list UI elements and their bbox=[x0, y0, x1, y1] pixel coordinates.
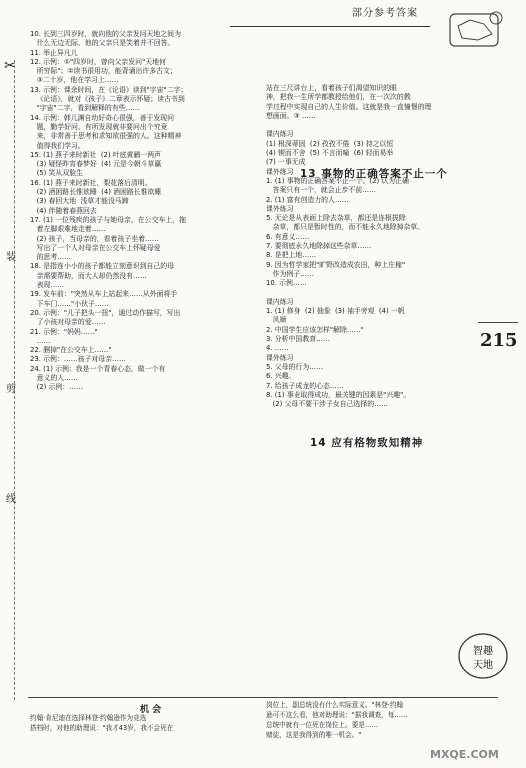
story-text-left: 约翰·肯尼迪在选择林登·约翰逊作为竞选 搭档时，对他的助理说："我才43岁，我不会死在 bbox=[30, 714, 174, 732]
answers-left-column: 10. 长到三四岁时，就向他的父亲发问天地之间为 什么无边无际，他的父亲只是笑着并不回答。 11. 举止异凡儿 12. 示例：①"四岁时，曾向父亲发问"天地何 所穷际"；②读书很用功，能背诵出许多古文； ③二十岁，他在学习上…… 13. 示例：课余时间，在《论语》读到"宇宙"二字； 《论语》，就对《孩子》二章表示怀疑；读古书到 "宇宙"二字，看到解释的有些…… 14. 示例：韩儿渊自幼好奇心很强，善于发现问 题，勤学好问，有所发现就非要问出个究竟 来，非常善于思考和求知欲很强的人。这种精神 值得我们学习。 15. (1) 燕子来时新社 (2) 叶底黄鹂一两声 (3) 疑怪昨宵春梦好 (4) 元是今朝斗草赢 (5) 笑从双脸生 16. (1) 燕子来时新社，梨花落后清明。 (2) 酒困路长惟欲睡 (4) 酒困路长惟欲睡 (3) 春回大地 浅草才能没马蹄 (4) 伴随着春燕回去 17. (1) 一位残疾的孩子与她母亲，在公交车上，拖 着左脚艰难地走着…… (2) 孩子，当母亲的，看着孩子坐着…… 写出了一个人对母亲在公交车上怀疑母爱 的思考…… 18. 是指连小小的孩子都能立刻意识到自己的母 亲需要帮助，而大人却仍然没有…… 表现…… 19. 发车前："突然从车上站起来……从外面将手 下车门……"小伙子…… 20. 示例："儿子把头一扭"，通过动作描写，写出 了小孩对母亲的爱…… 21. 示例："妈妈……" …… 22. 删掉"在公交车上……" 23. 示例：……孩子对母亲…… 24. (1) 示例：我是一个青春心态，做一个有 意义的人…… (2) 示例：…… bbox=[30, 30, 188, 392]
section-14-title: 14 应有格物致知精神 bbox=[310, 437, 424, 449]
margin-label-top: 装 bbox=[6, 252, 16, 263]
svg-text:天地: 天地 bbox=[473, 660, 493, 671]
story-title: 机 会 bbox=[140, 705, 162, 715]
decorative-stamp-icon bbox=[440, 6, 512, 58]
watermark: MXQE.COM bbox=[430, 748, 499, 761]
margin-label-bottom: 线 bbox=[6, 494, 16, 505]
page-number: 215 bbox=[480, 330, 518, 351]
page-header-title: 部分参考答案 bbox=[352, 8, 418, 19]
answers-right-column: 站在三尺讲台上，看着孩子们渴望知识的眼 神，把我一生所学都教授给他们，在一次次的教 学过程中实现自己的人生价值。这就是我一直憧憬的理 想画面。③ …… 课内练习 (1) 根深蒂固 (2) 孜孜不倦 (3) 持之以恒 (4) 锲而不舍 (5) 不言而喻 (6) 轻而易举 (7) 一事无成 课外练习 1. (1) 事物的正确答案不止一个。(2) 认为正确 答案只有一个，就会止步不前…… 2. (1) 富有创造力的人…… 课外练习 5. 无论是从表面上除去杂草，都还是连根拔除 杂草，都只是暂时性的，而不能永久地除掉杂草。 6. 有意义…… 7. 要彻底永久地除掉这些杂草…… 8. 是把上地…… 9. 因为哲学家把"旷野改造成农田，种上庄稼" 作为例子…… 10. 示例…… 课内练习 1. (1) 修身 (2) 抽象 (3) 袖手旁观 (4) 一帆 风顺 2. 中国学生应该怎样"解除……" 3. 分析中国教育…… 4. …… 课外练习 5. 父母的行为…… 6. 兴趣。 7. 给孩子成龙的心态…… 8. (1) 事业取得成功，最关键的因素是"兴趣"。 (2) 父母不要干涉子女自己选择的…… bbox=[266, 84, 432, 409]
section-13-title: 13 事物的正确答案不止一个 bbox=[300, 168, 448, 180]
story-text-right: 岗位上，副总统没有什么实际意义。"林登·约翰 逊可不这么看，他对助理说："据我调查，每…… 总统中就有一位死在岗位上。要是…… 赌徒，这是我得到的唯一机会。" bbox=[266, 701, 408, 739]
margin-label-mid: 剪 bbox=[6, 384, 16, 395]
page-tab-rule bbox=[478, 322, 518, 323]
svg-text:智趣: 智趣 bbox=[473, 646, 493, 657]
scissors-icon: ✂ bbox=[4, 58, 16, 74]
fun-corner-badge-icon bbox=[455, 628, 511, 684]
